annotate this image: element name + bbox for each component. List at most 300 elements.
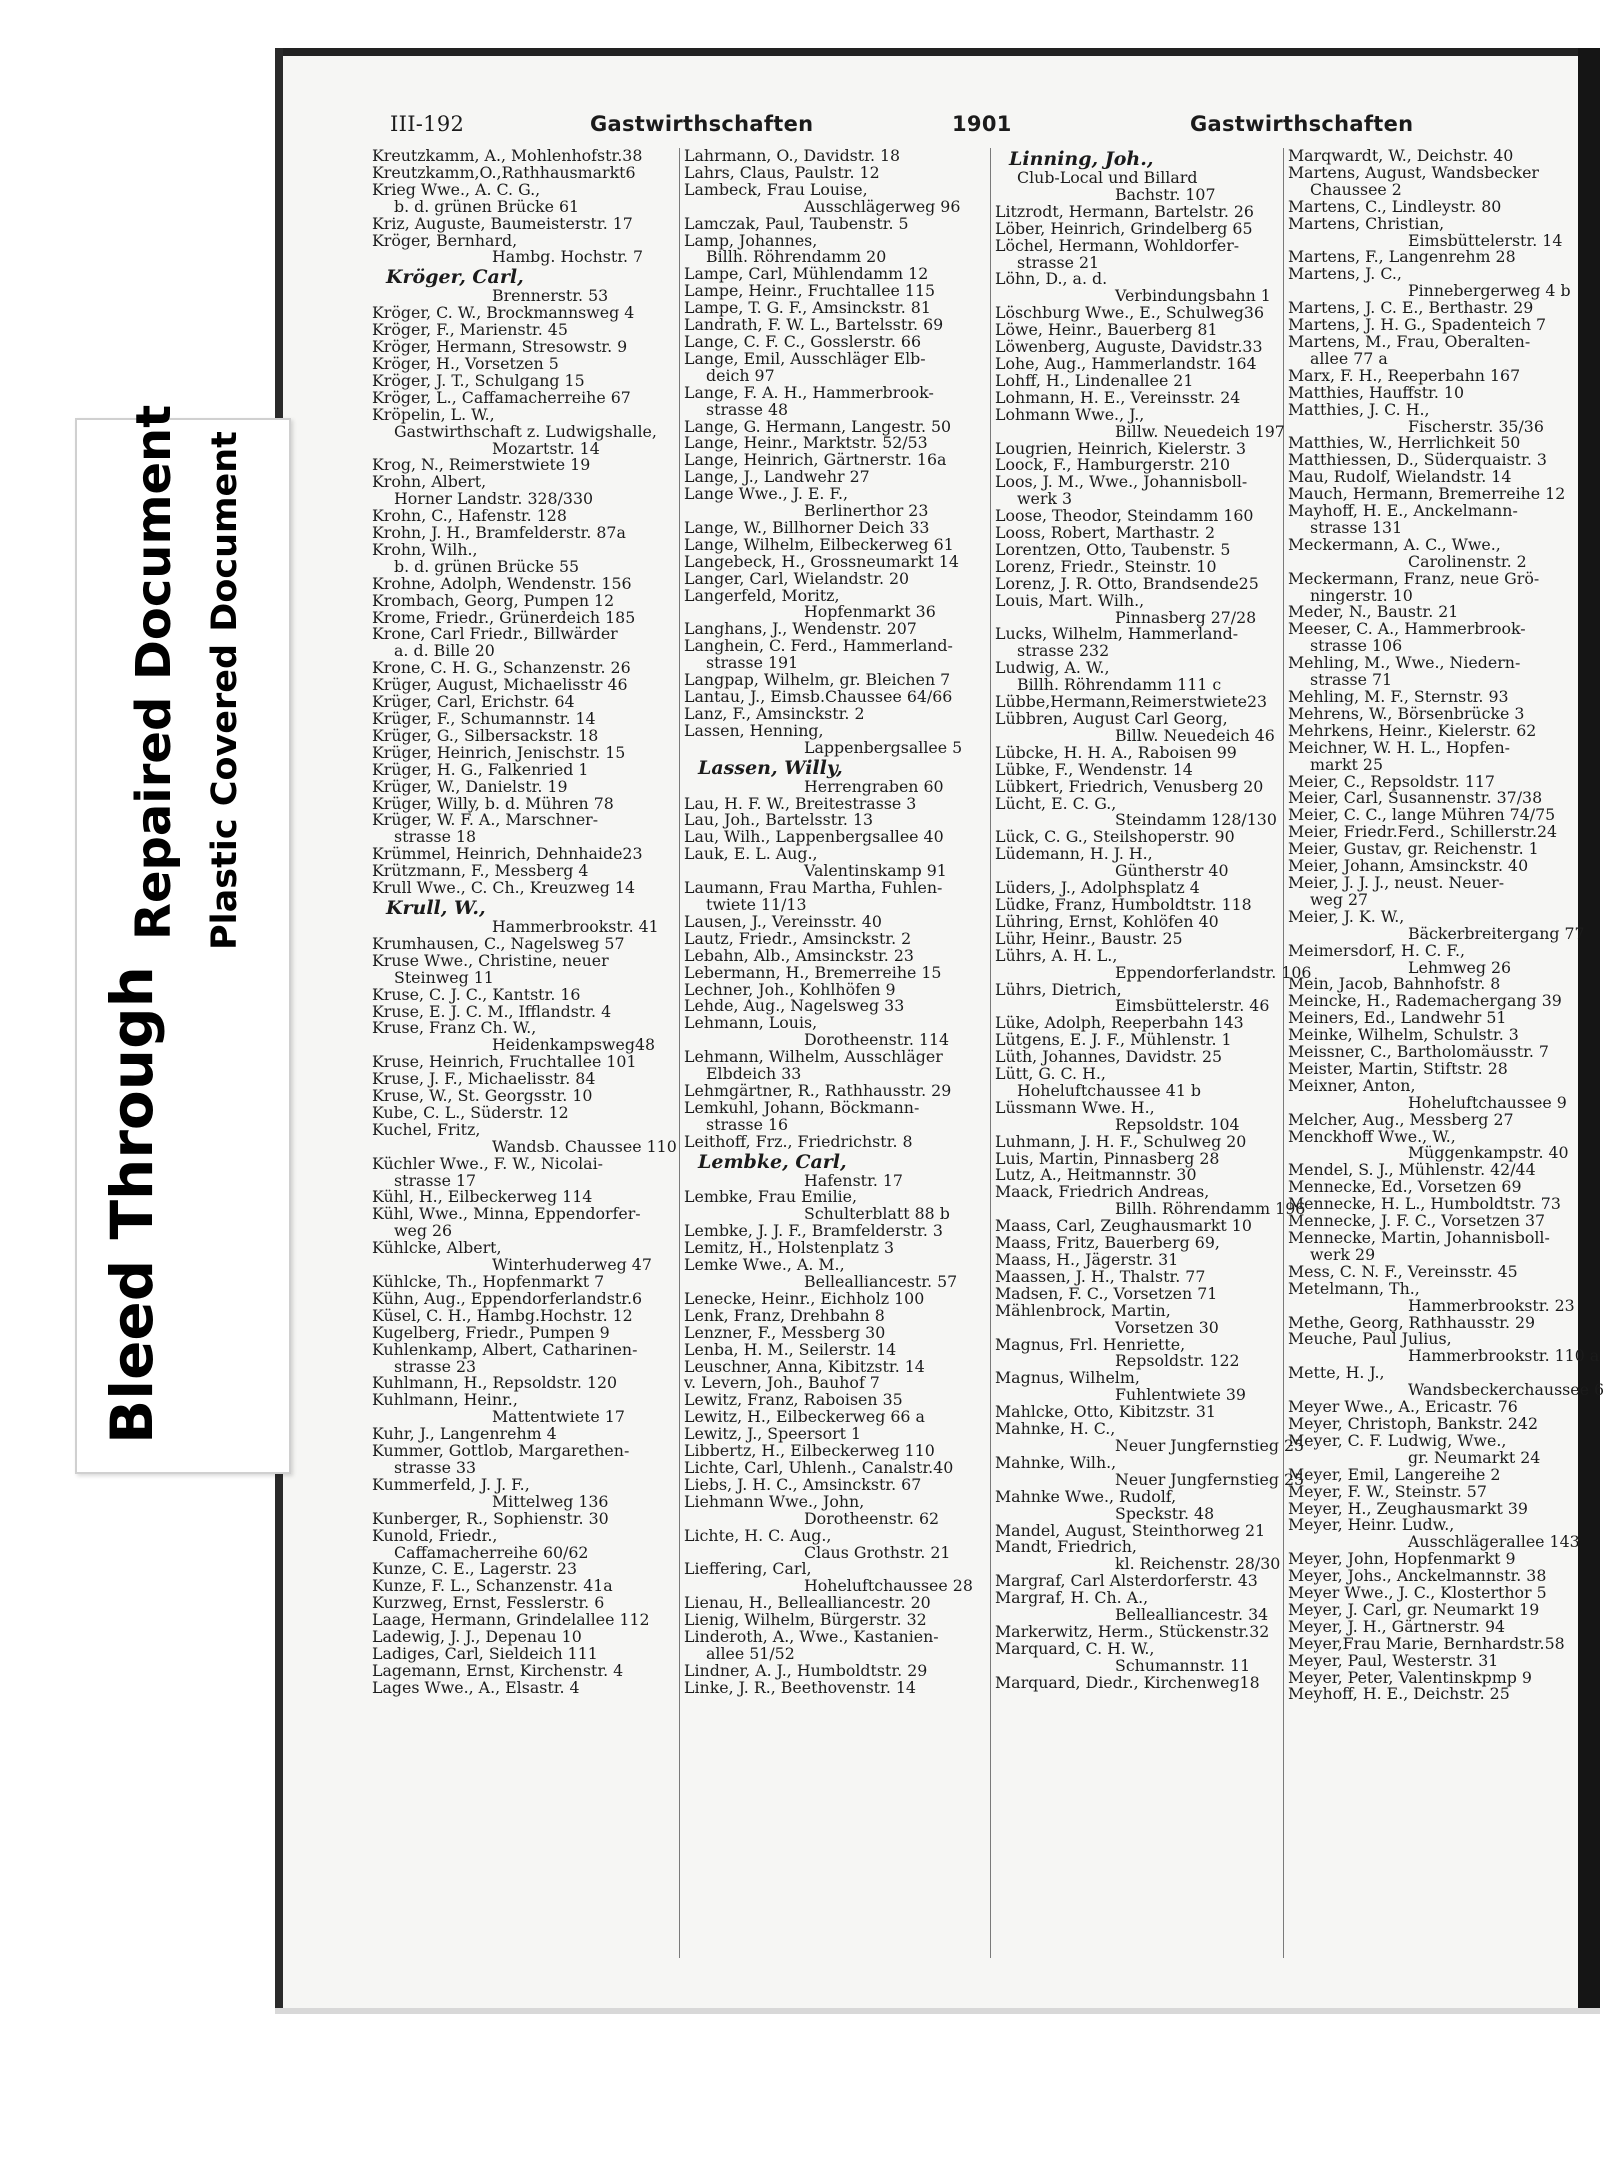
directory-entry-line: Menckhoff Wwe., W., [1288,1126,1456,1146]
directory-entry-line: b. d. grünen Brücke 55 [394,556,580,576]
directory-entry-line: Mennecke, H. L., Humboldtstr. 73 [1288,1194,1561,1214]
directory-entry-line: Caffamacherreihe 60/62 [394,1542,589,1562]
directory-heading-entry: Lassen, Willy, [698,756,843,779]
directory-column-1 [372,146,677,1958]
directory-entry-line: Ladewig, J. J., Depenau 10 [372,1627,582,1647]
stamp-repaired-document: Repaired Document [126,404,182,940]
directory-entry-line: Lange, Wilhelm, Eilbeckerweg 61 [684,534,954,554]
directory-entry-line: Hammerbrookstr. 110 a [1408,1346,1600,1366]
directory-entry-line: Krüger, W., Danielstr. 19 [372,776,568,796]
directory-entry-line: markt 25 [1310,754,1383,774]
directory-entry-line: Meichner, W. H. L., Hopfen- [1288,737,1510,757]
directory-entry-line: Kruse Wwe., Christine, neuer [372,950,609,970]
directory-entry-line: Marquard, Diedr., Kirchenweg18 [995,1672,1260,1692]
directory-entry-line: Kugelberg, Friedr., Pumpen 9 [372,1322,610,1342]
directory-entry-line: Lange, F. A. H., Hammerbrook- [684,382,934,402]
directory-entry-line: Valentinskamp 91 [804,861,947,881]
directory-entry-line: Herrengraben 60 [804,776,944,796]
directory-entry-line: Lück, C. G., Steilshoperstr. 90 [995,827,1235,847]
directory-entry-line: Martens, J. C. E., Berthastr. 29 [1288,298,1534,318]
directory-entry-line: Lautz, Friedr., Amsinckstr. 2 [684,928,912,948]
directory-entry-line: Kruse, W., St. Georgsstr. 10 [372,1086,593,1106]
directory-entry-line: Kunze, C. E., Lagerstr. 23 [372,1559,578,1579]
directory-entry-line: Löwenberg, Auguste, Davidstr.33 [995,337,1263,357]
directory-entry-line: twiete 11/13 [706,894,807,914]
directory-entry-line: Mahlcke, Otto, Kibitzstr. 31 [995,1402,1216,1422]
directory-entry-line: Methe, Georg, Rathhausstr. 29 [1288,1312,1536,1332]
directory-entry-line: Kröger, F., Marienstr. 45 [372,320,568,340]
directory-entry-line: Meckermann, Franz, neue Grö- [1288,568,1540,588]
directory-entry-line: Meincke, H., Rademachergang 39 [1288,991,1562,1011]
directory-entry-line: Meckermann, A. C., Wwe., [1288,534,1501,554]
directory-entry-line: Krüger, Heinrich, Jenischstr. 15 [372,742,626,762]
scan-edge-bottom [275,2008,1600,2014]
directory-entry-line: Lahrmann, O., Davidstr. 18 [684,146,901,165]
directory-entry-line: Libbertz, H., Eilbeckerweg 110 [684,1441,935,1461]
directory-entry-line: Krohn, Wilh., [372,539,478,559]
directory-entry-line: Lehmgärtner, R., Rathhausstr. 29 [684,1080,952,1100]
directory-entry-line: Laage, Hermann, Grindelallee 112 [372,1610,650,1630]
directory-entry-line: Lembke, J. J. F., Bramfelderstr. 3 [684,1221,943,1241]
directory-entry-line: Martens, M., Frau, Oberalten- [1288,331,1531,351]
directory-entry-line: Lichte, Carl, Uhlenh., Canalstr.40 [684,1457,954,1477]
directory-entry-line: Magnus, Wilhelm, [995,1368,1140,1388]
directory-entry-line: Kröger, Hermann, Stresowstr. 9 [372,337,628,357]
directory-entry-line: Kruse, Franz Ch. W., [372,1018,537,1038]
directory-entry-line: Kreutzkamm,O.,Rathhausmarkt6 [372,162,636,182]
directory-entry-line: Dorotheenstr. 114 [804,1030,950,1050]
directory-entry-line: Kröger, H., Vorsetzen 5 [372,353,559,373]
directory-entry-line: b. d. grünen Brücke 61 [394,196,580,216]
directory-entry-line: Lühring, Ernst, Kohlöfen 40 [995,911,1219,931]
directory-entry-line: Meyer, F. W., Steinstr. 57 [1288,1481,1487,1501]
directory-entry-line: Matthiessen, D., Süderquaistr. 3 [1288,450,1547,470]
directory-entry-line: Kruse, Heinrich, Fruchtallee 101 [372,1052,637,1072]
directory-entry-line: Pinnebergerweg 4 b [1408,281,1571,301]
directory-entry-line: Mess, C. N. F., Vereinsstr. 45 [1288,1261,1518,1281]
directory-entry-line: strasse 232 [1017,641,1110,661]
directory-entry-line: Lougrien, Heinrich, Kielerstr. 3 [995,438,1246,458]
directory-entry-line: Meyer, Paul, Westerstr. 31 [1288,1650,1499,1670]
directory-entry-line: Kreutzkamm, A., Mohlenhofstr.38 [372,146,643,165]
directory-entry-line: Loos, J. M., Wwe., Johannisboll- [995,472,1248,492]
directory-entry-line: Mendel, S. J., Mühlenstr. 42/44 [1288,1160,1536,1180]
directory-entry-line: Madsen, F. C., Vorsetzen 71 [995,1283,1218,1303]
directory-entry-line: Meyer, Emil, Langereihe 2 [1288,1464,1501,1484]
directory-entry-line: Löwe, Heinr., Bauerberg 81 [995,320,1218,340]
directory-entry-line: Brennerstr. 53 [492,286,609,306]
directory-entry-line: Lappenbergsallee 5 [804,737,963,757]
directory-entry-line: Kröger, C. W., Brockmannsweg 4 [372,303,635,323]
directory-entry-line: Meier, C., Repsoldstr. 117 [1288,771,1495,791]
directory-entry-line: Küchler Wwe., F. W., Nicolai- [372,1153,603,1173]
directory-entry-line: Hopfenmarkt 36 [804,602,936,622]
directory-entry-line: Louis, Mart. Wilh., [995,590,1145,610]
directory-entry-line: strasse 23 [394,1356,477,1376]
directory-entry-line: Martens, August, Wandsbecker [1288,162,1539,182]
directory-entry-line: Fischerstr. 35/36 [1408,416,1544,436]
directory-entry-line: Lehmann, Wilhelm, Ausschläger [684,1047,943,1067]
directory-entry-line: Laumann, Frau Martha, Fuhlen- [684,878,943,898]
directory-entry-line: Marx, F. H., Reeperbahn 167 [1288,365,1521,385]
directory-entry-line: Matthies, J. C. H., [1288,399,1430,419]
directory-entry-line: Meissner, C., Bartholomäusstr. 7 [1288,1042,1549,1062]
directory-entry-line: Kummerfeld, J. J. F., [372,1474,530,1494]
directory-entry-line: Langhans, J., Wendenstr. 207 [684,619,917,639]
directory-entry-line: Mehrens, W., Börsenbrücke 3 [1288,703,1525,723]
directory-entry-line: Lau, Joh., Bartelsstr. 13 [684,810,874,830]
directory-entry-line: Mette, H. J., [1288,1363,1385,1383]
directory-entry-line: Müggenkampstr. 40 [1408,1143,1569,1163]
directory-entry-line: Maass, Fritz, Bauerberg 69, [995,1233,1220,1253]
directory-entry-line: Kurzweg, Ernst, Fesslerstr. 6 [372,1593,605,1613]
directory-entry-line: strasse 17 [394,1170,477,1190]
directory-entry-line: allee 51/52 [706,1643,795,1663]
directory-entry-line: Billh. Röhrendamm 196 [1115,1199,1306,1219]
directory-entry-line: Linderoth, A., Wwe., Kastanien- [684,1627,939,1647]
directory-entry-line: Krombach, Georg, Pumpen 12 [372,590,615,610]
directory-entry-line: Hoheluftchaussee 41 b [1017,1080,1202,1100]
directory-entry-line: Ausschlägerallee 143 [1408,1532,1580,1552]
directory-entry-line: Bellealliancestr. 34 [1115,1605,1269,1625]
directory-entry-line: Lenk, Franz, Drehbahn 8 [684,1305,885,1325]
directory-entry-line: Kuhlenkamp, Albert, Catharinen- [372,1339,638,1359]
directory-entry-line: Lagemann, Ernst, Kirchenstr. 4 [372,1660,624,1680]
directory-entry-line: Lücht, E. C. G., [995,793,1117,813]
directory-entry-line: Leuschner, Anna, Kibitzstr. 14 [684,1356,925,1376]
directory-entry-line: werk 3 [1017,489,1073,509]
directory-entry-line: Lau, Wilh., Lappenbergsallee 40 [684,827,944,847]
directory-entry-line: Löhn, D., a. d. [995,269,1108,289]
directory-entry-line: Steindamm 128/130 [1115,810,1277,830]
directory-entry-line: Lohmann, H. E., Vereinsstr. 24 [995,387,1241,407]
directory-entry-line: Wandsbeckerchaussee 6 [1408,1380,1604,1400]
directory-entry-line: Neuer Jungfernstieg 25 [1115,1435,1305,1455]
directory-entry-line: Loock, F., Hamburgerstr. 210 [995,455,1231,475]
directory-entry-line: Lührs, Dietrich, [995,979,1122,999]
directory-entry-line: Lüdemann, H. J. H., [995,844,1153,864]
directory-entry-line: Lütgens, E. J. F., Mühlenstr. 1 [995,1030,1232,1050]
directory-entry-line: Kühl, H., Eilbeckerweg 114 [372,1187,593,1207]
directory-entry-line: Maass, H., Jägerstr. 31 [995,1250,1179,1269]
directory-entry-line: Krone, C. H. G., Schanzenstr. 26 [372,658,631,678]
directory-entry-line: Leithoff, Frz., Friedrichstr. 8 [684,1131,913,1151]
directory-entry-line: Maack, Friedrich Andreas, [995,1182,1210,1202]
directory-entry-line: Krümmel, Heinrich, Dehnhaide23 [372,844,643,864]
directory-entry-line: Margraf, H. Ch. A., [995,1588,1149,1608]
directory-entry-line: Mehrkens, Heinr., Kielerstr. 62 [1288,720,1537,740]
directory-entry-line: Lewitz, J., Speersort 1 [684,1424,862,1444]
directory-entry-line: Meister, Martin, Stiftstr. 28 [1288,1058,1508,1078]
directory-entry-line: Lemke Wwe., A. M., [684,1255,845,1275]
directory-entry-line: Bäckerbreitergang 77 [1408,923,1585,943]
directory-entry-line: Lenba, H. M., Seilerstr. 14 [684,1339,897,1359]
directory-entry-line: Martens, Christian, [1288,213,1445,233]
directory-entry-line: Verbindungsbahn 1 [1115,286,1271,306]
directory-entry-line: Lehde, Aug., Nagelsweg 33 [684,996,905,1016]
directory-entry-line: Meyer, J. H., Gärtnerstr. 94 [1288,1616,1506,1636]
directory-entry-line: Lebahn, Alb., Amsinckstr. 23 [684,945,914,965]
directory-entry-line: Kruse, J. F., Michaelisstr. 84 [372,1069,596,1089]
directory-entry-line: Neuer Jungfernstieg 25 [1115,1469,1305,1489]
directory-entry-line: Schumannstr. 11 [1115,1655,1251,1675]
directory-entry-line: Lassen, Henning, [684,720,824,740]
directory-entry-line: Krohne, Adolph, Wendenstr. 156 [372,573,632,593]
directory-entry-line: Kühn, Aug., Eppendorferlandstr.6 [372,1288,643,1308]
directory-entry-line: Meyer, Peter, Valentinskpmp 9 [1288,1667,1532,1687]
directory-entry-line: Lübbe,Hermann,Reimerstwiete23 [995,692,1268,712]
directory-entry-line: Martens, F., Langenrehm 28 [1288,247,1516,267]
directory-entry-line: Lübke, F., Wendenstr. 14 [995,759,1193,779]
column-divider [1283,148,1284,1958]
directory-entry-line: Lange, Heinrich, Gärtnerstr. 16a [684,450,947,470]
directory-entry-line: Lüders, J., Adolphsplatz 4 [995,878,1200,898]
directory-entry-line: Lohff, H., Lindenallee 21 [995,370,1194,390]
directory-entry-line: Lampe, Heinr., Fruchtallee 115 [684,281,936,301]
directory-heading-entry: Krull, W., [386,896,486,919]
directory-entry-line: Landrath, F. W. L., Bartelsstr. 69 [684,315,944,335]
directory-entry-line: Lange, C. F. C., Gosslerstr. 66 [684,331,921,351]
directory-entry-line: Lantau, J., Eimsb.Chaussee 64/66 [684,687,953,706]
directory-entry-line: Lange, Emil, Ausschläger Elb- [684,348,926,368]
header-left-title: Gastwirthschaften [590,112,814,136]
directory-entry-line: Kube, C. L., Süderstr. 12 [372,1102,569,1122]
directory-entry-line: Lehmweg 26 [1408,957,1512,977]
directory-entry-line: Kummer, Gottlob, Margarethen- [372,1441,630,1461]
directory-entry-line: Meyhoff, H. E., Deichstr. 25 [1288,1684,1510,1704]
directory-entry-line: Langhein, C. Ferd., Hammerland- [684,636,953,656]
directory-entry-line: Lutz, A., Heitmannstr. 30 [995,1165,1197,1185]
directory-entry-line: Meyer,Frau Marie, Bernhardstr.58 [1288,1633,1565,1653]
directory-entry-line: Repsoldstr. 122 [1115,1351,1240,1371]
directory-entry-line: Meyer, Johs., Anckelmannstr. 38 [1288,1566,1547,1586]
directory-entry-line: Lienig, Wilhelm, Bürgerstr. 32 [684,1610,927,1630]
directory-entry-line: Mählenbrock, Martin, [995,1300,1171,1320]
directory-entry-line: Lichte, H. C. Aug., [684,1525,832,1545]
directory-entry-line: Krieg Wwe., A. C. G., [372,179,541,199]
directory-entry-line: Krull Wwe., C. Ch., Kreuzweg 14 [372,878,636,898]
directory-entry-line: Meuche, Paul Julius, [1288,1329,1452,1349]
directory-entry-line: Meixner, Anton, [1288,1075,1416,1095]
directory-entry-line: Kruse, C. J. C., Kantstr. 16 [372,984,581,1004]
directory-entry-line: Kühlcke, Albert, [372,1238,502,1258]
directory-entry-line: Krüger, F., Schumannstr. 14 [372,709,596,728]
directory-entry-line: Krüger, G., Silbersackstr. 18 [372,725,599,745]
directory-entry-line: Eppendorferlandstr. 106 [1115,962,1312,982]
directory-entry-line: Lenecke, Heinr., Eichholz 100 [684,1288,925,1308]
directory-entry-line: Marqwardt, W., Deichstr. 40 [1288,146,1514,165]
directory-entry-line: Krüger, Carl, Erichstr. 64 [372,692,575,712]
directory-entry-line: Schulterblatt 88 b [804,1204,950,1224]
directory-entry-line: Chaussee 2 [1310,179,1402,199]
directory-entry-line: Lübkert, Friedrich, Venusberg 20 [995,776,1264,796]
directory-entry-line: Luis, Martin, Pinnasberg 28 [995,1148,1220,1168]
directory-entry-line: v. Levern, Joh., Bauhof 7 [684,1373,880,1393]
directory-entry-line: ningerstr. 10 [1310,585,1413,605]
directory-entry-line: Melcher, Aug., Messberg 27 [1288,1109,1514,1129]
directory-entry-line: Hammerbrookstr. 23 [1408,1295,1575,1315]
directory-entry-line: Metelmann, Th., [1288,1278,1420,1298]
directory-entry-line: strasse 71 [1310,670,1393,690]
directory-entry-line: Lauk, E. L. Aug., [684,844,818,864]
directory-entry-line: Hoheluftchaussee 28 [804,1576,973,1596]
column-divider [679,148,680,1958]
page-number: III-192 [390,112,465,136]
directory-entry-line: Markerwitz, Herm., Stückenstr.32 [995,1621,1270,1641]
directory-entry-line: Billh. Röhrendamm 111 c [1017,675,1222,695]
directory-entry-line: Loose, Theodor, Steindamm 160 [995,506,1254,526]
directory-entry-line: Lübbren, August Carl Georg, [995,709,1228,728]
directory-entry-line: Kriz, Auguste, Baumeisterstr. 17 [372,213,633,233]
directory-entry-line: Club-Local und Billard [1017,168,1198,187]
directory-entry-line: Luhmann, J. H. F., Schulweg 20 [995,1131,1247,1151]
directory-entry-line: Winterhuderweg 47 [492,1255,652,1275]
directory-entry-line: Meeser, C. A., Hammerbrook- [1288,619,1526,639]
directory-entry-line: Lahrs, Claus, Paulstr. 12 [684,162,880,182]
directory-entry-line: Meier, J. J. J., neust. Neuer- [1288,872,1505,892]
directory-entry-line: Lamczak, Paul, Taubenstr. 5 [684,213,909,233]
directory-entry-line: Meyer, H., Zeughausmarkt 39 [1288,1498,1528,1518]
directory-entry-line: Matthies, Hauffstr. 10 [1288,382,1465,402]
directory-entry-line: Meyer, Christoph, Bankstr. 242 [1288,1413,1539,1433]
directory-entry-line: Lange Wwe., J. E. F., [684,484,848,504]
scan-edge-right [1578,48,1600,2014]
directory-entry-line: Lausen, J., Vereinsstr. 40 [684,911,882,931]
directory-entry-line: Steinweg 11 [394,967,494,987]
directory-entry-line: allee 77 a [1310,348,1388,368]
directory-entry-line: Lindner, A. J., Humboldtstr. 29 [684,1660,928,1680]
directory-entry-line: strasse 33 [394,1457,477,1477]
directory-entry-line: Lemitz, H., Holstenplatz 3 [684,1238,895,1258]
directory-entry-line: Löschburg Wwe., E., Schulweg36 [995,303,1265,323]
directory-entry-line: Bellealliancestr. 57 [804,1272,958,1291]
directory-entry-line: Lamp, Johannes, [684,230,818,250]
directory-entry-line: Meier, C. C., lange Mühren 74/75 [1288,805,1556,825]
directory-entry-line: weg 26 [394,1221,453,1241]
directory-entry-line: strasse 18 [394,827,477,847]
directory-heading-entry: Kröger, Carl, [386,266,524,289]
directory-entry-line: Mennecke, Martin, Johannisboll- [1288,1228,1550,1247]
directory-entry-line: Mauch, Hermann, Bremerreihe 12 [1288,484,1566,504]
directory-entry-line: Krüger, H. G., Falkenried 1 [372,759,589,779]
directory-entry-line: Krumhausen, C., Nagelsweg 57 [372,933,625,953]
directory-entry-line: Mandel, August, Steinthorweg 21 [995,1520,1266,1540]
directory-entry-line: Lange, G. Hermann, Langestr. 50 [684,416,952,436]
directory-entry-line: Lorentzen, Otto, Taubenstr. 5 [995,539,1231,559]
directory-entry-line: Krüger, W. F. A., Marschner- [372,810,599,830]
directory-heading-entry: Lembke, Carl, [698,1150,847,1173]
directory-entry-line: Krüger, Willy, b. d. Mühren 78 [372,793,614,813]
directory-entry-line: Lambeck, Frau Louise, [684,179,868,199]
directory-entry-line: weg 27 [1310,889,1369,909]
directory-entry-line: Lebermann, H., Bremerreihe 15 [684,962,942,982]
directory-entry-line: Liehmann Wwe., John, [684,1491,865,1511]
directory-entry-line: Meimersdorf, H. C. F., [1288,940,1465,960]
directory-entry-line: Krüger, August, Michaelisstr 46 [372,675,628,695]
directory-entry-line: Kröpelin, L. W., [372,404,495,424]
directory-entry-line: strasse 16 [706,1114,789,1134]
directory-entry-line: Mittelweg 136 [492,1491,609,1511]
directory-entry-line: Hammerbrookstr. 41 [492,916,659,936]
directory-entry-line: Meyer, John, Hopfenmarkt 9 [1288,1549,1516,1569]
directory-entry-line: Lau, H. F. W., Breitestrasse 3 [684,793,917,813]
directory-entry-line: Krützmann, F., Messberg 4 [372,861,589,881]
directory-entry-line: Lieffering, Carl, [684,1559,812,1579]
directory-entry-line: Löchel, Hermann, Wohldorfer- [995,235,1240,255]
directory-entry-line: Meier, Gustav, gr. Reichenstr. 1 [1288,839,1539,859]
directory-entry-line: Lange, W., Billhorner Deich 33 [684,517,930,537]
directory-entry-line: Mandt, Friedrich, [995,1537,1137,1557]
directory-entry-line: Liebs, J. H. C., Amsinckstr. 67 [684,1474,922,1494]
directory-entry-line: Vorsetzen 30 [1115,1317,1219,1337]
directory-entry-line: Güntherstr 40 [1115,861,1229,881]
directory-entry-line: Meyer Wwe., A., Ericastr. 76 [1288,1397,1518,1417]
directory-entry-line: Lienau, H., Bellealliancestr. 20 [684,1593,931,1613]
directory-entry-line: Mayhoff, H. E., Anckelmann- [1288,501,1518,521]
directory-entry-line: Kunze, F. L., Schanzenstr. 41a [372,1576,613,1596]
directory-entry-line: Mattentwiete 17 [492,1407,625,1427]
directory-entry-line: Mehling, M., Wwe., Niedern- [1288,653,1521,673]
directory-entry-line: Billw. Neuedeich 197 [1115,421,1285,441]
directory-entry-line: Claus Grothstr. 21 [804,1542,951,1562]
directory-entry-line: Fuhlentwiete 39 [1115,1385,1246,1405]
directory-entry-line: Mein, Jacob, Bahnhofstr. 8 [1288,974,1501,994]
directory-entry-line: Kuhlmann, H., Repsoldstr. 120 [372,1373,618,1393]
directory-entry-line: Gastwirthschaft z. Ludwigshalle, [394,421,657,441]
directory-entry-line: Meier, J. K. W., [1288,906,1405,926]
directory-entry-line: Mozartstr. 14 [492,438,600,458]
directory-entry-line: Kunberger, R., Sophienstr. 30 [372,1508,609,1528]
directory-entry-line: Kruse, E. J. C. M., Ifflandstr. 4 [372,1001,612,1021]
directory-entry-line: Lange, J., Landwehr 27 [684,467,870,487]
directory-entry-line: Langpap, Wilhelm, gr. Bleichen 7 [684,670,951,690]
directory-entry-line: Meyer, J. Carl, gr. Neumarkt 19 [1288,1599,1540,1619]
directory-entry-line: Carolinenstr. 2 [1408,551,1527,571]
directory-entry-line: Küsel, C. H., Hambg.Hochstr. 12 [372,1305,633,1325]
directory-entry-line: Lages Wwe., A., Elsastr. 4 [372,1677,580,1697]
directory-entry-line: Hoheluftchaussee 9 [1408,1092,1567,1112]
directory-entry-line: Margraf, Carl Alsterdorferstr. 43 [995,1571,1258,1591]
directory-entry-line: Meier, Carl, Susannenstr. 37/38 [1288,788,1543,808]
directory-entry-line: Hambg. Hochstr. 7 [492,247,644,267]
directory-entry-line: Langer, Carl, Wielandstr. 20 [684,568,910,588]
directory-entry-line: Krohn, C., Hafenstr. 128 [372,506,567,526]
directory-entry-line: Elbdeich 33 [706,1064,802,1084]
directory-entry-line: Lüssmann Wwe. H., [995,1097,1155,1117]
directory-entry-line: Lühr, Heinr., Baustr. 25 [995,928,1183,948]
directory-entry-line: Martens, J. C., [1288,264,1402,284]
directory-entry-line: Lehmann, Louis, [684,1013,818,1033]
directory-entry-line: Mennecke, J. F. C., Vorsetzen 37 [1288,1211,1546,1231]
directory-entry-line: Berlinerthor 23 [804,501,929,521]
directory-entry-line: Maass, Carl, Zeughausmarkt 10 [995,1216,1252,1236]
directory-entry-line: Billh. Röhrendamm 20 [706,247,887,267]
directory-entry-line: Lewitz, Franz, Raboisen 35 [684,1390,903,1410]
directory-entry-line: Dorotheenstr. 62 [804,1508,940,1528]
directory-entry-line: Lübcke, H. H. A., Raboisen 99 [995,742,1237,762]
scan-edge-top [275,48,1600,56]
directory-entry-line: Lewitz, H., Eilbeckerweg 66 a [684,1407,925,1427]
directory-entry-line: kl. Reichenstr. 28/30 [1115,1554,1281,1574]
directory-entry-line: Ausschlägerweg 96 [804,196,961,216]
directory-entry-line: Meder, N., Baustr. 21 [1288,602,1459,622]
directory-entry-line: a. d. Bille 20 [394,641,495,661]
directory-entry-line: Billw. Neuedeich 46 [1115,725,1275,745]
directory-entry-line: strasse 106 [1310,636,1403,656]
directory-entry-line: Lütt, G. C. H., [995,1064,1106,1084]
directory-entry-line: Lampe, T. G. F., Amsinckstr. 81 [684,298,931,318]
directory-entry-line: Pinnasberg 27/28 [1115,607,1257,627]
